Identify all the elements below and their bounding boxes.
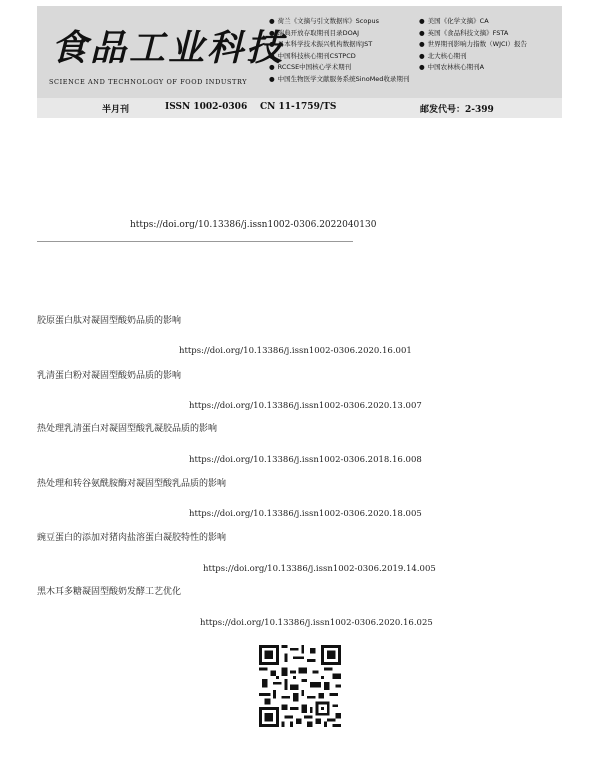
issn-label: ISSN 1002-0306 (165, 102, 248, 112)
journal-logo-english: SCIENCE AND TECHNOLOGY OF FOOD INDUSTRY (49, 78, 248, 86)
related-article-doi-link[interactable]: https://doi.org/10.13386/j.issn1002-0306.2020.18.005 (189, 509, 422, 519)
article-doi-link[interactable]: https://doi.org/10.13386/j.issn1002-0306.2022040130 (130, 220, 377, 230)
indexing-item: ● 中国科技核心期刊CSTPCD (269, 51, 419, 62)
related-article-title: 热处理和转谷氨酰胺酶对凝固型酸乳品质的影响 (37, 479, 227, 489)
indexing-item: ● 美国《化学文摘》CA (419, 16, 559, 27)
related-article-doi-link[interactable]: https://doi.org/10.13386/j.issn1002-0306.2018.16.008 (189, 455, 422, 465)
related-article-doi-link[interactable]: https://doi.org/10.13386/j.issn1002-0306.2020.16.025 (200, 618, 433, 628)
indexing-item: ● 中国农林核心期刊A (419, 62, 559, 73)
related-article-title: 黑木耳多糖凝固型酸奶发酵工艺优化 (37, 587, 182, 597)
related-article-doi-link[interactable]: https://doi.org/10.13386/j.issn1002-0306.2019.14.005 (203, 564, 436, 574)
related-article-title: 热处理乳清蛋白对凝固型酸乳凝胶品质的影响 (37, 424, 218, 434)
indexing-item: ● RCCSE中国核心学术期刊 (269, 62, 419, 73)
related-article-title: 胶原蛋白肽对凝固型酸奶品质的影响 (37, 316, 182, 326)
postal-code-label: 邮发代号：2-399 (420, 105, 494, 115)
indexing-item: ● 世界期刊影响力指数（WJCI）报告 (419, 39, 559, 50)
related-article-doi-link[interactable]: https://doi.org/10.13386/j.issn1002-0306.2020.13.007 (189, 401, 422, 411)
journal-info-bar (37, 98, 562, 118)
indexing-item: ● 日本科学技术振兴机构数据库JST (269, 39, 419, 50)
indexing-item: ● 荷兰《文摘与引文数据库》Scopus (269, 16, 419, 27)
indexing-item: ● 中国生物医学文献服务系统SinoMed收录期刊 (269, 74, 419, 85)
related-article-title: 豌豆蛋白的添加对猪肉盐溶蛋白凝胶特性的影响 (37, 533, 227, 543)
indexing-list (269, 16, 559, 84)
journal-logo-chinese: 食品工业科技 (51, 27, 286, 69)
frequency-label: 半月刊 (102, 105, 130, 115)
related-article-title: 乳清蛋白粉对凝固型酸奶品质的影响 (37, 371, 182, 381)
cn-label: CN 11-1759/TS (260, 102, 337, 112)
related-article-doi-link[interactable]: https://doi.org/10.13386/j.issn1002-0306.2020.16.001 (179, 346, 412, 356)
indexing-item: ● 英国《食品科技文摘》FSTA (419, 28, 559, 39)
indexing-item: ● 北大核心期刊 (419, 51, 559, 62)
indexing-item: ● 瑞典开放存取期刊目录DOAJ (269, 28, 419, 39)
divider (37, 241, 353, 242)
qr-code-icon (259, 645, 341, 727)
journal-banner (37, 6, 562, 98)
